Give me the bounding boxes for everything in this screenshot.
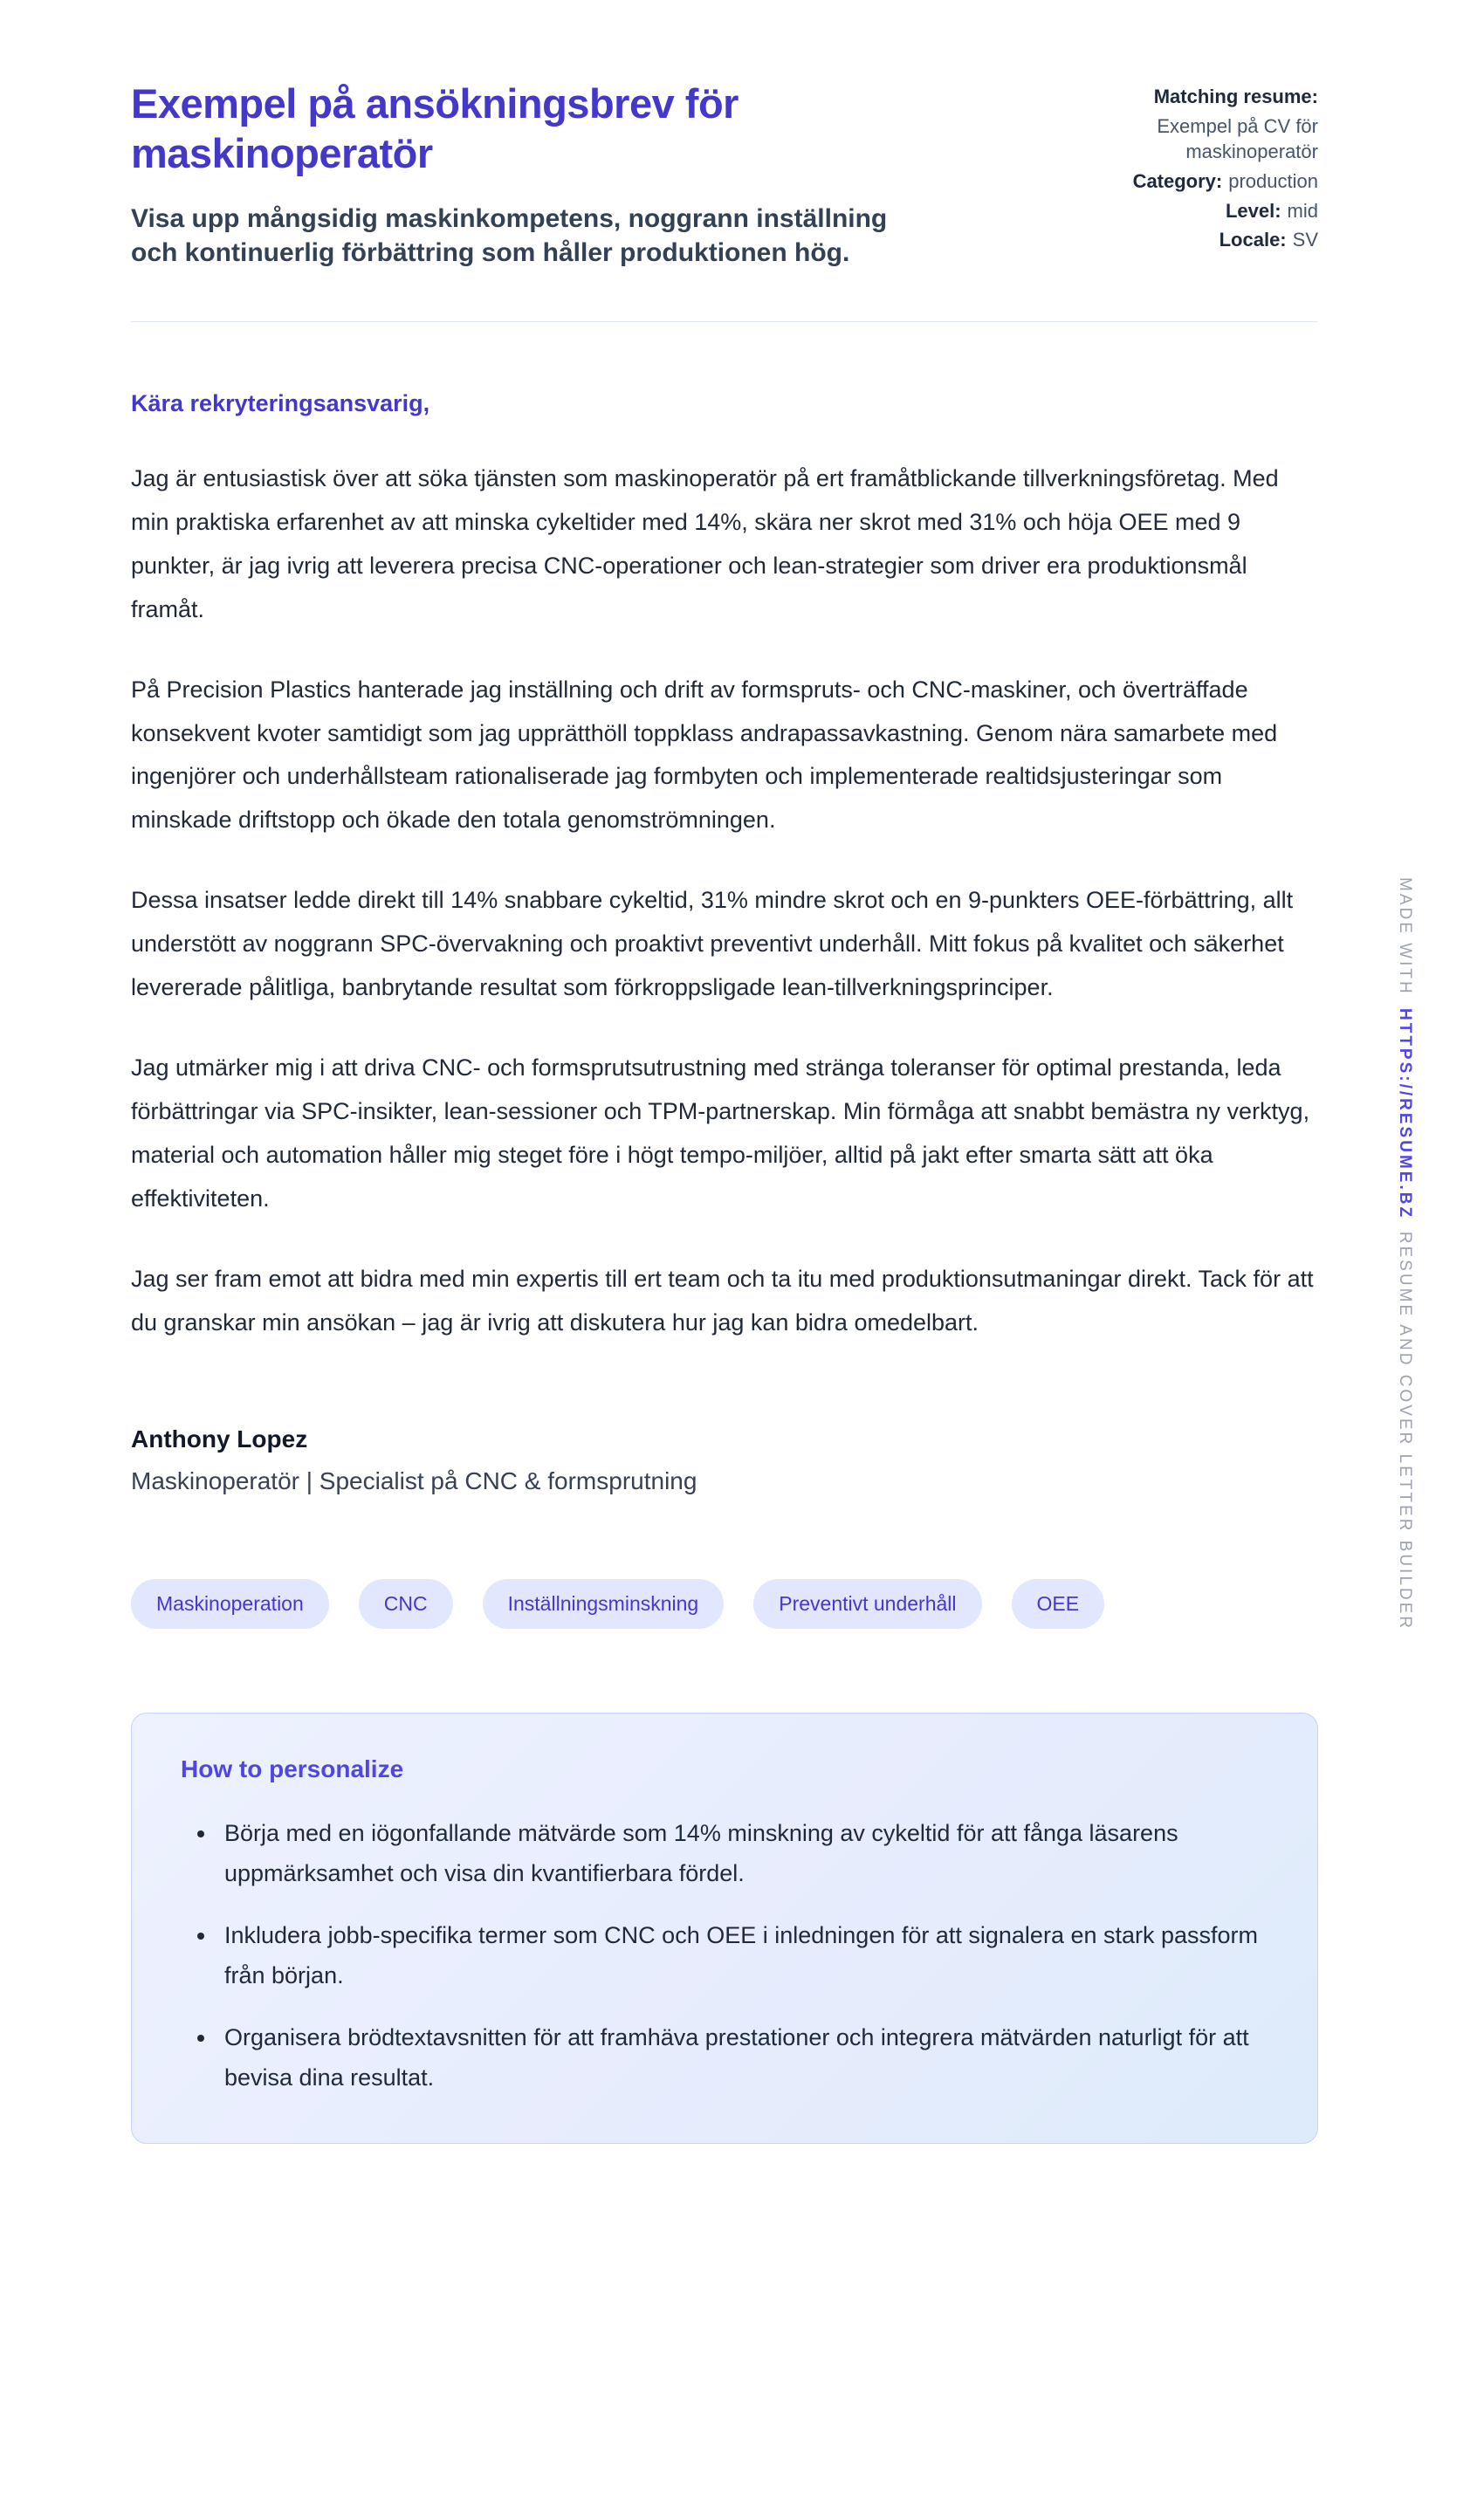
level-label: Level:: [1225, 199, 1281, 222]
meta-category: [1082, 168, 1318, 195]
letter-paragraph: På Precision Plastics hanterade jag inställning och drift av formspruts- och CNC-maskiner, och överträffade konsekvent kvoter samtidigt som jag upprätthöll toppklass andrapassavkastning. Genom nära samarbete med ingenjörer och underhållsteam rationaliserade jag formbyten och implementerade realtidsjusteringar som minskade driftstopp och ökade den totala genomströmningen.: [131, 676, 1278, 834]
personalize-tip: • Inkludera jobb-specifika termer som CNC och OEE i inledningen för att signalera en stark passform från början.: [217, 1915, 1268, 1996]
cover-letter-body: [131, 390, 1318, 1495]
letter-paragraph: Jag är entusiastisk över att söka tjänsten som maskinoperatör på ert framåtblickande tillverkningsföretag. Med min praktiska erfarenhet av att minska cykeltider med 14%, skära ner skrot med 31% och höja OEE med 9 punkter, är jag ivrig att leverera precisa CNC-operationer och lean-strategier som driver era produktionsmål framåt.: [131, 464, 1279, 622]
personalize-tips-list: [181, 1813, 1268, 2098]
resume-bz-link[interactable]: HTTPS://RESUME.BZ: [1396, 1007, 1414, 1219]
letter-paragraph: Dessa insatser ledde direkt till 14% snabbare cykeltid, 31% mindre skrot och en 9-punkters OEE-förbättring, allt understött av noggrann SPC-övervakning och proaktivt preventivt underhåll. Mitt fokus på kvalitet och säkerhet levererade pålitliga, banbrytande resultat som förkroppsligade lean-tillverkningsprinciper.: [131, 887, 1294, 1001]
signature-block: [131, 1425, 1318, 1495]
skill-tags: [131, 1579, 1318, 1629]
meta-locale: [1082, 227, 1318, 253]
matching-resume-label: Matching resume:: [1153, 86, 1318, 107]
tag-oee[interactable]: OEE: [1012, 1579, 1105, 1629]
watermark-suffix: RESUME AND COVER LETTER BUILDER: [1396, 1231, 1414, 1631]
personalize-tip: • Organisera brödtextavsnitten för att framhäva prestationer och integrera mätvärden naturligt för att bevisa dina resultat.: [217, 2017, 1268, 2098]
letter-paragraph: Jag utmärker mig i att driva CNC- och formsprutsutrustning med stränga toleranser för optimal prestanda, leda förbättringar via SPC-insikter, lean-sessioner och TPM-partnerskap. Min förmåga att snabbt bemästra ny verktyg, material och automation håller mig steget före i högt tempo-miljöer, alltid på jakt efter smarta sätt att öka effektiviteten.: [131, 1054, 1310, 1212]
category-label: Category:: [1132, 170, 1223, 193]
matching-resume-link[interactable]: Exempel på CV för maskinoperatör: [1157, 114, 1318, 163]
page-subtitle: Visa upp mångsidig maskinkompetens, noggrann inställning och kontinuerlig förbättring som håller produktionen hög.: [131, 203, 888, 268]
tag-preventivt-underhall[interactable]: Preventivt underhåll: [753, 1579, 981, 1629]
meta-level: [1082, 198, 1318, 224]
watermark-prefix: MADE WITH: [1396, 877, 1414, 996]
category-value: production: [1228, 170, 1318, 193]
meta-panel: [1082, 79, 1318, 257]
level-value: mid: [1287, 199, 1318, 222]
made-with-watermark: [1395, 877, 1414, 1631]
tag-maskinoperation[interactable]: Maskinoperation: [131, 1579, 329, 1629]
tag-cnc[interactable]: CNC: [359, 1579, 453, 1629]
signature-role: Maskinoperatör | Specialist på CNC & formsprutning: [131, 1466, 697, 1494]
tag-installningsminskning[interactable]: Inställningsminskning: [483, 1579, 725, 1629]
letter-paragraph: Jag ser fram emot att bidra med min expertis till ert team och ta itu med produktionsutmaningar direkt. Tack för att du granskar min ansökan – jag är ivrig att diskutera hur jag kan bidra omedelbart.: [131, 1265, 1314, 1336]
signature-name: Anthony Lopez: [131, 1425, 308, 1453]
locale-label: Locale:: [1219, 229, 1287, 251]
salutation: Kära rekryteringsansvarig,: [131, 389, 430, 416]
locale-value: SV: [1292, 229, 1318, 251]
page-title: Exempel på ansökningsbrev för maskinoperatör: [131, 80, 739, 177]
card-title: How to personalize: [181, 1755, 404, 1782]
header-text: [131, 79, 899, 271]
header: [131, 79, 1318, 271]
header-divider: [131, 321, 1318, 322]
how-to-personalize-card: [131, 1713, 1318, 2145]
personalize-tip: • Börja med en iögonfallande mätvärde som 14% minskning av cykeltid för att fånga läsarens uppmärksamhet och visa din kvantifierbara fördel.: [217, 1813, 1268, 1894]
